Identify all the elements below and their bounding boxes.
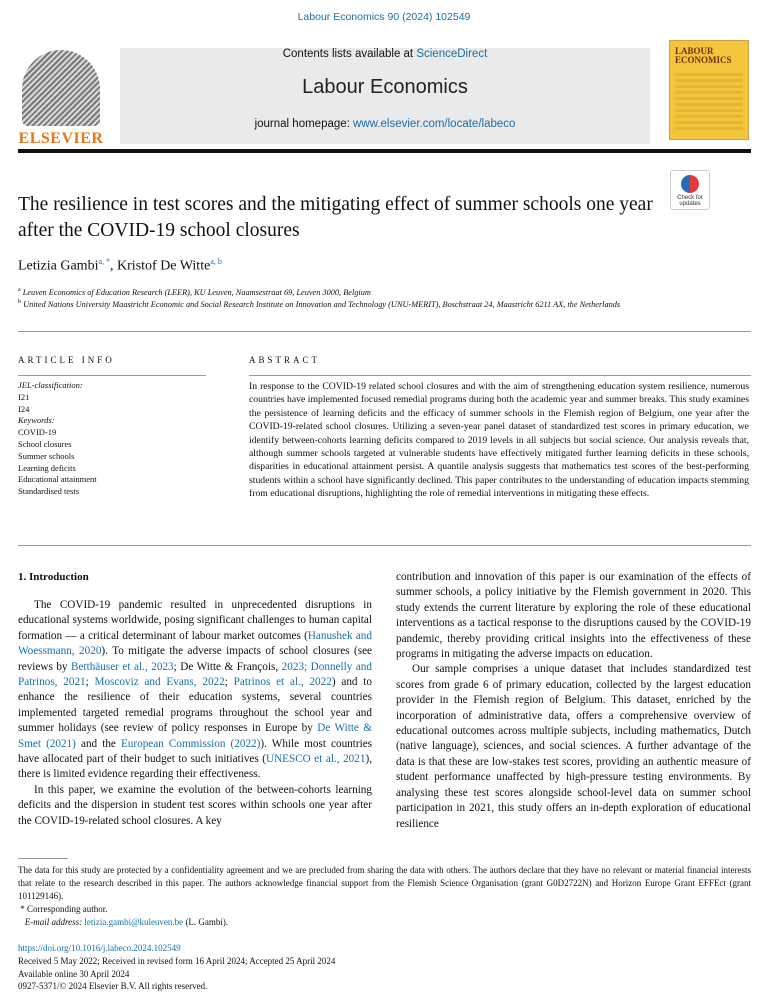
- article-info-rule: [18, 375, 206, 376]
- text-run: ;: [85, 676, 95, 689]
- author-separator: ,: [110, 258, 118, 274]
- text-run: and the: [75, 737, 121, 750]
- jel-code: I21: [18, 391, 30, 402]
- citation-link[interactable]: Hanushek and Woessmann, 2020: [18, 629, 372, 658]
- journal-reference[interactable]: Labour Economics 90 (2024) 102549: [297, 11, 471, 23]
- right-column: [396, 570, 751, 832]
- citation-link[interactable]: Patrinos et al., 2022: [233, 676, 332, 689]
- citation-link[interactable]: 2023; Donnelly and Patrinos, 2021: [18, 660, 372, 689]
- jel-code: I24: [18, 403, 30, 414]
- text-run: ) and to enhance the resilience of their education systems, several countries implemented targeted remedial programs throughout the school year and summer holidays (see review of policy responses in Europe by: [18, 676, 372, 735]
- affiliation-a-text: Leuven Economics of Education Research (LEER), KU Leuven, Naamsestraat 69, Leuven 3000, Belgium: [22, 287, 371, 297]
- funding-note: The data for this study are protected by a confidentiality agreement and we are precluded from sharing the data with others. The authors declare that they have no relevant or material financial interests that relate to the research described in this paper. The authors acknowledge financial support from the Flemish Science Organisation (grant G0D2722N) and Horizon Europe Grant EFFEct (grant 101129146).: [18, 865, 751, 901]
- elsevier-wordmark: ELSEVIER: [18, 130, 104, 147]
- keyword: School closures: [18, 438, 72, 449]
- author-gambi[interactable]: Letizia Gambi: [18, 258, 99, 274]
- cover-title-line-2: ECONOMICS: [675, 55, 732, 65]
- citation-link[interactable]: Moscoviz and Evans, 2022: [94, 676, 225, 689]
- intro-paragraph-4: Our sample comprises a unique dataset that includes standardized test scores from grade 6 of primary education, collected by the largest education provider in the Flemish region of Belgium. This dataset, enriched by the incorporation of administrative data, offers a comprehensive overview of educational outcomes across multiple subjects, including mathematics, Dutch (native language), sciences, and social sciences. A further advantage of the data is that these are low-stakes test scores, providing an authentic measure of student performance unaffected by high-pressure testing environments. By analysing these test scores alongside school-level data on summer school participation in 2021, this study offers an in-depth exploration of educational resilience: [396, 663, 751, 830]
- abstract-rule: [249, 375, 751, 376]
- cover-art: [675, 73, 743, 133]
- cover-title: [670, 41, 748, 65]
- keyword: Standardised tests: [18, 486, 80, 497]
- doi-link[interactable]: https://doi.org/10.1016/j.labeco.2024.102549: [18, 943, 181, 953]
- available-online: Available online 30 April 2024: [18, 968, 130, 979]
- keyword: Educational attainment: [18, 474, 97, 485]
- publication-info: [18, 942, 335, 993]
- corresponding-text: Corresponding author.: [27, 904, 108, 914]
- journal-title: Labour Economics: [302, 76, 468, 98]
- citation-link[interactable]: European Commission (2022): [120, 737, 261, 750]
- contents-prefix: Contents lists available at: [282, 48, 417, 60]
- abstract-heading: ABSTRACT: [249, 355, 321, 365]
- author-de-witte-marks[interactable]: a, b: [210, 257, 222, 266]
- check-for-updates-button[interactable]: [670, 170, 710, 210]
- keyword: Learning deficits: [18, 462, 76, 473]
- article-info-heading: ARTICLE INFO: [18, 355, 115, 365]
- received-dates: Received 5 May 2022; Received in revised form 16 April 2024; Accepted 25 April 2024: [18, 955, 336, 966]
- homepage-prefix: journal homepage:: [254, 118, 354, 130]
- article-info: [18, 380, 218, 498]
- elsevier-tree-icon: [22, 50, 100, 126]
- text-run: ). While most countries have allocated part of their budget to such initiatives (: [18, 737, 373, 766]
- affiliation-b-mark: b: [18, 299, 21, 305]
- divider: [18, 331, 751, 332]
- text-run: ). To mitigate the adverse impacts of school closures (see reviews by: [18, 645, 372, 673]
- jel-label: JEL-classification:: [18, 380, 83, 390]
- email-link[interactable]: letizia.gambi@kuleuven.be: [84, 917, 184, 927]
- sciencedirect-link[interactable]: ScienceDirect: [416, 48, 488, 60]
- copyright: 0927-5371/© 2024 Elsevier B.V. All rights reserved.: [18, 981, 208, 992]
- intro-heading: 1. Introduction: [18, 571, 89, 583]
- cover-title-line-1: LABOUR: [675, 46, 714, 56]
- author-de-witte[interactable]: Kristof De Witte: [117, 258, 211, 274]
- abstract-text: In response to the COVID-19 related school closures and with the aim of strengthening education system resilience, numerous countries have implemented focused remedial programs during both the academic year and summer breaks. This study examines the persistence of learning deficits and the efficacy of summer schools in the Flemish region of Belgium, one year after the COVID-19-related school closures. Utilizing a seven-year panel dataset of standardized test scores in primary education, we identify between-cohorts learning deficits compared to 2019 levels in all subjects but social science. Our analysis reveals that, although summer schools targeted at vulnerable students have effectively mitigated further learning deficits in these schools, disparities in educational attainment persist. A quantile analysis suggests that mathematics test scores of the best-performing students within a school have significantly declined. This paper contributes to the understanding of education impacts stemming from educational disruptions, highlighting the role of remedial interventions in mitigating these effects.: [249, 381, 749, 500]
- footnote-rule: [18, 858, 68, 859]
- check-updates-label: Check for updates: [677, 195, 703, 207]
- email-label: E-mail address:: [24, 917, 85, 927]
- keyword: Summer schools: [18, 450, 75, 461]
- citation-link[interactable]: UNESCO et al., 2021: [266, 753, 366, 766]
- author-gambi-marks[interactable]: a, *: [98, 257, 111, 266]
- homepage-line: [120, 118, 650, 130]
- left-column: [18, 598, 372, 829]
- email-line: [18, 916, 751, 929]
- masthead: [18, 38, 751, 148]
- authors: [18, 257, 222, 275]
- corresponding-author-note: [18, 903, 751, 916]
- top-rule: [18, 149, 751, 153]
- divider: [18, 545, 751, 546]
- affiliation-b-text: United Nations University Maastricht Economic and Social Research Institute on Innovation and Technology (UNU-MERIT), Boschstraat 24, Maastricht 6211 AX, the Netherlands: [23, 299, 621, 309]
- article-title: The resilience in test scores and the mitigating effect of summer schools one year after the COVID-19 school closures: [18, 194, 653, 241]
- citation-link[interactable]: Betthäuser et al., 2023: [71, 660, 174, 673]
- text-run: ;: [224, 676, 234, 689]
- intro-paragraph-1: [18, 598, 372, 783]
- masthead-center: [120, 48, 650, 144]
- elsevier-logo[interactable]: [18, 46, 104, 148]
- keyword: COVID-19: [18, 427, 57, 438]
- footnotes: [18, 864, 751, 929]
- corresponding-mark: *: [20, 904, 25, 914]
- affiliation-b: [18, 296, 658, 311]
- intro-paragraph-2: In this paper, we examine the evolution of the between-cohorts learning deficits and the dispersion in student test scores within schools one year after the COVID-19-related school closures. A key: [18, 783, 372, 827]
- text-run: The COVID-19 pandemic resulted in unprecedented disruptions in educational systems worldwide, posing significant challenges to human capital formation — a critical determinant of labour market outcomes (: [18, 599, 372, 642]
- intro-paragraph-3: contribution and innovation of this paper is our examination of the effects of summer schools, a policy initiative by the Flemish government in 2020. This study extends the current literature by exploring the role of these educational interventions as a tactical response to the disruptions caused by the COVID-19 pandemic, thereby providing critical insights into the effectiveness of these programs in mitigating the adverse impacts on education.: [396, 571, 751, 661]
- check-updates-icon: [681, 175, 699, 193]
- citation-link[interactable]: De Witte & Smet (2021): [18, 722, 372, 750]
- keywords-label: Keywords:: [18, 415, 55, 426]
- email-suffix: (L. Gambi).: [183, 917, 229, 927]
- contents-line: [120, 48, 650, 60]
- affiliation-a-mark: a: [18, 287, 21, 293]
- journal-cover[interactable]: [669, 40, 749, 140]
- homepage-link[interactable]: www.elsevier.com/locate/labeco: [353, 118, 516, 130]
- text-run: ; De Witte & François,: [173, 660, 282, 673]
- text-run: ), there is limited evidence regarding their effectiveness.: [18, 753, 372, 781]
